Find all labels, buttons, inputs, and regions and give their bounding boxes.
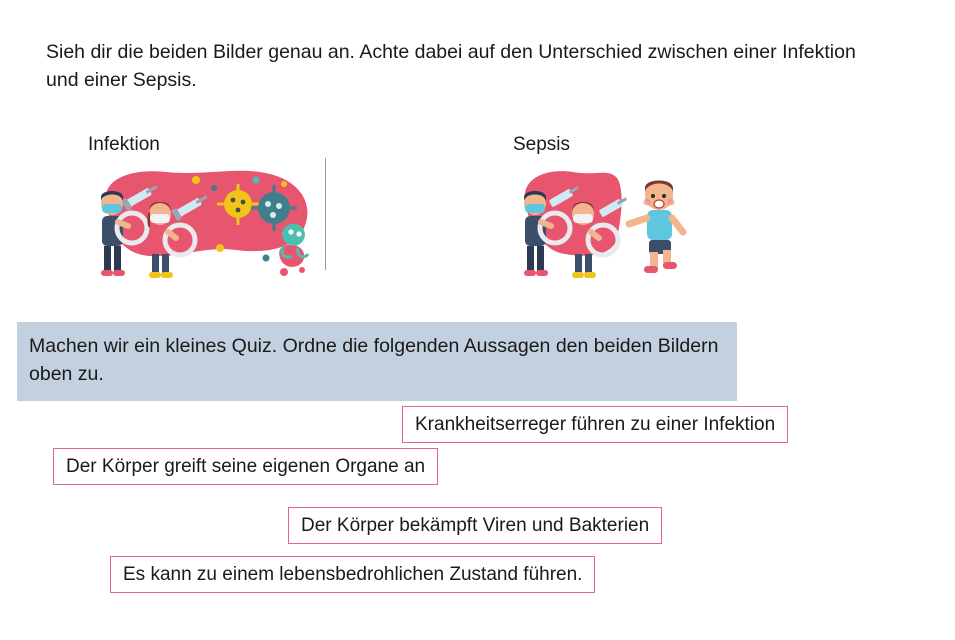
statement-card[interactable]: Der Körper bekämpft Viren und Bakterien xyxy=(288,507,662,544)
infection-image-block xyxy=(88,134,318,282)
statement-card[interactable]: Krankheitserreger führen zu einer Infektion xyxy=(402,406,788,443)
sepsis-caption: Sepsis xyxy=(513,134,571,155)
quiz-prompt-text: Machen wir ein kleines Quiz. Ordne die folgenden Aussagen den beiden Bildern oben zu. xyxy=(29,335,719,386)
infection-illustration xyxy=(88,162,318,282)
quiz-prompt-box xyxy=(17,322,737,401)
image-divider xyxy=(325,158,326,270)
infection-caption: Infektion xyxy=(88,134,160,155)
infection-illustration-svg xyxy=(88,162,318,282)
sepsis-illustration xyxy=(513,162,703,282)
sick-boy-figure xyxy=(629,181,683,274)
sepsis-image-block xyxy=(513,134,703,282)
statement-card[interactable]: Es kann zu einem lebensbedrohlichen Zustand führen. xyxy=(110,556,595,593)
intro-text: Sieh dir die beiden Bilder genau an. Achte dabei auf den Unterschied zwischen einer Infektion und einer Sepsis. xyxy=(46,40,856,91)
statement-card[interactable]: Der Körper greift seine eigenen Organe an xyxy=(53,448,438,485)
sepsis-illustration-svg xyxy=(513,162,703,282)
